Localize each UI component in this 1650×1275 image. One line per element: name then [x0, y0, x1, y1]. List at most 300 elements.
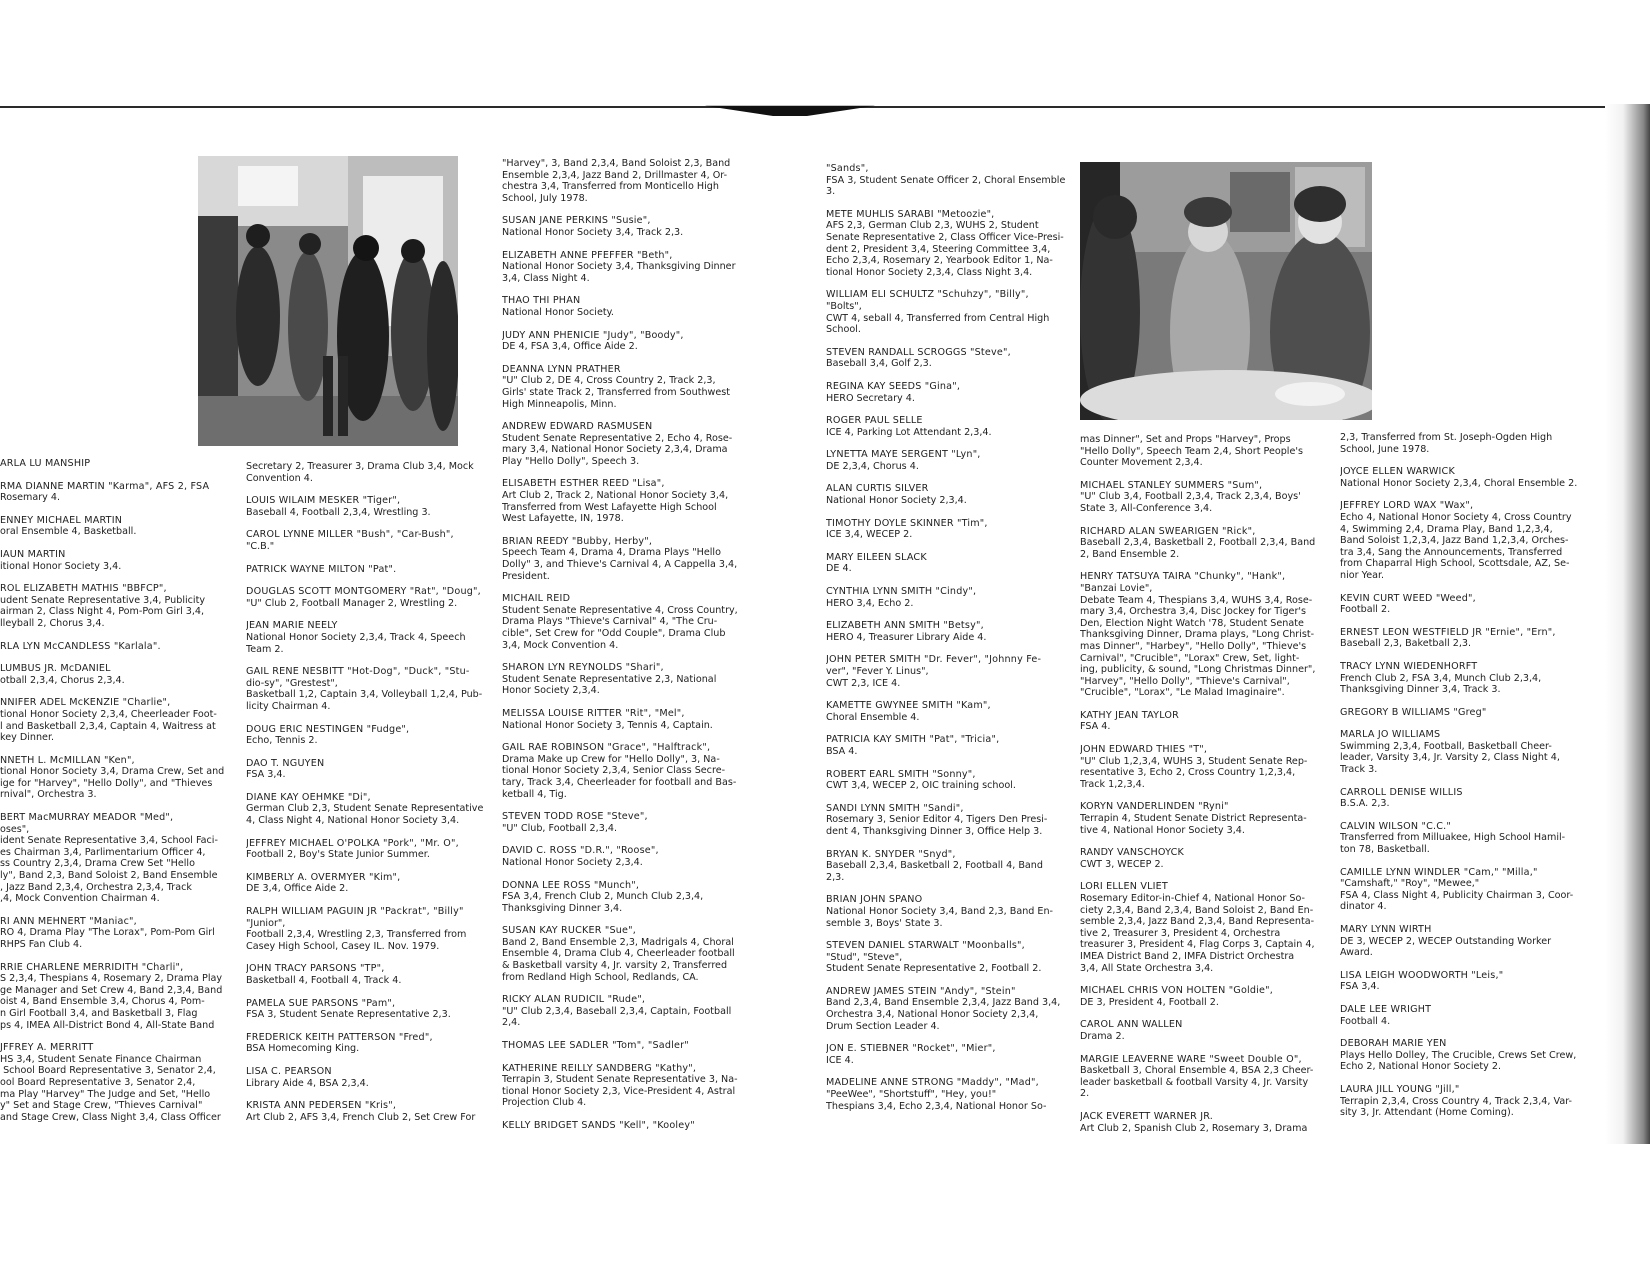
senior-entry	[246, 998, 486, 1021]
senior-name: GAIL RAE ROBINSON "Grace", "Halftrack",	[502, 742, 711, 754]
senior-activities: FSA 3,4.	[1340, 981, 1380, 993]
senior-name: DIANE KAY OEHMKE "Di",	[246, 791, 371, 803]
senior-name: SHARON LYN REYNOLDS "Shari",	[502, 662, 664, 674]
senior-entry	[1080, 526, 1325, 561]
senior-activities: National Honor Society 3,4, Track 2,3.	[502, 226, 684, 238]
senior-name: JEFFREY MICHAEL O'POLKA "Pork", "Mr. O",	[246, 837, 459, 849]
senior-name: KAMETTE GWYNEE SMITH "Kam",	[826, 700, 991, 712]
senior-entry	[1340, 821, 1602, 856]
senior-activities: CWT 3, WECEP 2.	[1080, 858, 1164, 870]
senior-name: MICHAEL CHRIS VON HOLTEN "Goldie",	[1080, 985, 1273, 997]
senior-activities: Art Club 2, Track 2, National Honor Society 3,4, Transferred from West Lafayette High School West Lafayette, IN, 1978.	[502, 490, 729, 525]
senior-activities: Baseball 2,3,4, Basketball 2, Football 4, Band 2,3.	[826, 860, 1043, 883]
senior-name: DEBORAH MARIE YEN	[1340, 1038, 1447, 1050]
senior-name: GREGORY B WILLIAMS "Greg"	[1340, 706, 1487, 718]
senior-name: LUMBUS JR. McDANIEL	[0, 663, 111, 675]
senior-name: SUSAN KAY RUCKER "Sue",	[502, 925, 637, 937]
senior-entry	[0, 641, 230, 653]
senior-entry	[0, 697, 230, 743]
senior-name: CAMILLE LYNN WINDLER "Cam," "Milla,"	[1340, 866, 1538, 878]
senior-name: LOUIS WILAIM MESKER "Tiger",	[246, 495, 401, 507]
senior-activities: "Banzai Lovie", Debate Team 4, Thespians 3,4, WUHS 3,4, Rose- mary 3,4, Orchestra 3,4, Disc Jockey for Tiger's Den, Election Night Watch '78, Student Senate Thanksgiving Dinner, Drama plays, "Long Christ- mas Dinner", "Harbey", "Hello Dolly", "Thieve's Carnival", "Crucible", "Lorax" Crew, Set, light- ing, publicity, & sound, "Long Christmas Dinner", "Harvey", "Hello Dolly", "Thieve's Carnival", "Crucible", "Lorax", "Le Malad Imaginaire".	[1080, 582, 1316, 699]
senior-activities: ver", "Fever Y. Linus", CWT 2,3, ICE 4.	[826, 666, 929, 689]
senior-entry	[826, 940, 1066, 975]
senior-name: LORI ELLEN VLIET	[1080, 881, 1168, 893]
senior-activities: "U" Club 2, DE 4, Cross Country 2, Track 2,3, Girls' state Track 2, Transferred from Southwest High Minneapolis, Minn.	[502, 375, 731, 410]
senior-entry	[502, 994, 747, 1029]
senior-entry	[826, 518, 1066, 541]
senior-entry	[502, 593, 747, 651]
senior-name: JACK EVERETT WARNER JR.	[1080, 1110, 1214, 1122]
senior-name: JOHN EDWARD THIES "T",	[1080, 744, 1208, 756]
senior-activities: Echo, Tennis 2.	[246, 735, 318, 747]
senior-activities: Drama 2.	[1080, 1030, 1125, 1042]
senior-name: DALE LEE WRIGHT	[1340, 1003, 1432, 1015]
senior-entry	[502, 536, 747, 582]
senior-entry	[246, 792, 486, 827]
senior-name: MELISSA LOUISE RITTER "Rit", "Mel",	[502, 707, 685, 719]
senior-name: RMA DIANNE MARTIN "Karma", AFS 2, FSA	[0, 480, 210, 492]
senior-name: BRIAN REEDY "Bubby, Herby",	[502, 535, 653, 547]
senior-activities: DE 4, FSA 3,4, Office Aide 2.	[502, 341, 638, 353]
senior-activities: tional Honor Society 3,4, Drama Crew, Set and ige for "Harvey", "Hello Dolly", and "Thieves rnival", Orchestra 3.	[0, 766, 225, 801]
senior-entry	[0, 458, 230, 470]
spine-wedge	[705, 104, 875, 116]
senior-activities: tional Honor Society 2,3,4, Cheerleader Foot- l and Basketball 2,3,4, Captain 4, Waitress at key Dinner.	[0, 708, 217, 744]
senior-entry	[826, 209, 1066, 279]
senior-name: MICHAEL STANLEY SUMMERS "Sum",	[1080, 479, 1263, 491]
senior-entry	[0, 1042, 230, 1123]
senior-activities: Football 4.	[1340, 1015, 1391, 1027]
senior-activities: Speech Team 4, Drama 4, Drama Plays "Hello Dolly" 3, and Thieve's Carnival 4, A Cappella 3,4, President.	[502, 547, 738, 582]
senior-activities: FSA 3, Student Senate Officer 2, Choral Ensemble 3.	[826, 174, 1066, 198]
senior-entry	[826, 449, 1066, 472]
senior-entry	[1080, 1111, 1325, 1134]
senior-activities: Student Senate Representative 2, Echo 4, Rose- mary 3,4, National Honor Society 2,3,4, Drama Play "Hello Dolly", Speech 3.	[502, 432, 733, 467]
senior-name: PATRICK WAYNE MILTON "Pat".	[246, 563, 397, 575]
senior-activities: Choral Ensemble 4.	[826, 711, 920, 723]
senior-activities: S 2,3,4, Thespians 4, Rosemary 2, Drama Play ge Manager and Set Crew 4, Band 2,3,4, Band oist 4, Band Ensemble 3,4, Chorus 4, Pom- n Girl Football 3,4, and Basketball 3, Flag ps 4, IMEA All-District Bond 4, All-State Band	[0, 973, 223, 1031]
senior-entry	[826, 803, 1066, 838]
senior-activities: FSA 3, Student Senate Representative 2,3.	[246, 1009, 451, 1021]
senior-name: IAUN MARTIN	[0, 548, 66, 560]
senior-entry	[1340, 729, 1602, 775]
column-2	[246, 461, 486, 1171]
senior-name: ANDREW EDWARD RASMUSEN	[502, 421, 653, 433]
senior-activities: Student Senate Representative 2,3, National Honor Society 2,3,4.	[502, 673, 717, 697]
senior-entry	[0, 755, 230, 801]
senior-activities: Terrapin 3, Student Senate Representative 3, Na- tional Honor Society 2,3, Vice-President 4, Astral Projection Club 4.	[502, 1074, 738, 1109]
senior-name: CYNTHIA LYNN SMITH "Cindy",	[826, 586, 977, 598]
senior-name: NNETH L. McMILLAN "Ken",	[0, 754, 135, 766]
senior-name: MADELINE ANNE STRONG "Maddy", "Mad",	[826, 1077, 1039, 1089]
senior-entry	[246, 906, 486, 952]
senior-activities: Rosemary Editor-in-Chief 4, National Honor So- ciety 2,3,4, Band 2,3,4, Band Soloist 2, Band En- semble 2,3,4, Jazz Band 2,3,4, Band Representa- tive 2, Treasurer 3, President 4, Orchestra treasurer 3, President 4, Flag Corps 3, Captain 4, IMEA District Band 2, IMFA District Orchestra 3,4, All State Orchestra 3,4.	[1080, 893, 1315, 974]
senior-name: CAROL LYNNE MILLER "Bush", "Car-Bush",	[246, 529, 454, 541]
senior-activities: Student Senate Representative 4, Cross Country, Drama Plays "Thieve's Carnival" 4, "The Cru- cible", Set Crew for "Odd Couple", Drama Club 3,4, Mock Convention 4.	[502, 604, 738, 651]
senior-name: JUDY ANN PHENICIE "Judy", "Boody",	[502, 329, 684, 341]
senior-name: GAIL RENE NESBITT "Hot-Dog", "Duck", "Stu-	[246, 666, 470, 678]
column-4	[826, 163, 1066, 1173]
senior-entry	[826, 986, 1066, 1032]
senior-activities: Drama Make up Crew for "Hello Dolly", 3, Na- tional Honor Society 2,3,4, Senior Class Secre- tary, Track 3,4, Cheerleader for football and Bas- ketball 4, Tig.	[502, 753, 737, 800]
column-6	[1340, 432, 1602, 1172]
senior-activities: "C.B."	[246, 540, 275, 552]
senior-entry	[826, 289, 1066, 335]
senior-name: ROBERT EARL SMITH "Sonny",	[826, 768, 976, 780]
senior-name: BRIAN JOHN SPANO	[826, 894, 923, 906]
senior-activities: dio-sy", "Grestest", Basketball 1,2, Captain 3,4, Volleyball 1,2,4, Pub- licity Chairman 4.	[246, 677, 483, 712]
senior-activities: Terrapin 2,3,4, Cross Country 4, Track 2,3,4, Var- sity 3, Jr. Attendant (Home Coming).	[1340, 1095, 1572, 1119]
senior-activities: DE 3, President 4, Football 2.	[1080, 996, 1219, 1008]
senior-entry	[1080, 985, 1325, 1008]
senior-activities: itional Honor Society 3,4.	[0, 560, 122, 572]
senior-activities: French Club 2, FSA 3,4, Munch Club 2,3,4, Thanksgiving Dinner 3,4, Track 3.	[1340, 672, 1542, 696]
senior-name: MARY LYNN WIRTH	[1340, 924, 1432, 935]
senior-entry	[826, 894, 1066, 929]
senior-entry	[1340, 432, 1602, 455]
senior-entry	[246, 838, 486, 861]
senior-entry	[826, 415, 1066, 438]
senior-name: WILLIAM ELI SCHULTZ "Schuhzy", "Billy",	[826, 289, 1029, 301]
senior-name: RRIE CHARLENE MERRIDITH "Charli",	[0, 961, 184, 973]
senior-activities: Baseball 4, Football 2,3,4, Wrestling 3.	[246, 506, 431, 518]
senior-entry	[1340, 593, 1602, 616]
senior-activities: National Honor Society 3,4, Thanksgiving Dinner 3,4, Class Night 4.	[502, 261, 736, 284]
senior-activities: Band 2, Band Ensemble 2,3, Madrigals 4, Choral Ensemble 4, Drama Club 4, Cheerleader football & Basketball varsity 4, Jr. varsity 2, Transferred from Redland High School, Redlands, CA.	[502, 936, 735, 983]
senior-entry	[1080, 1019, 1325, 1042]
senior-entry	[502, 215, 747, 238]
senior-activities: "U" Club 2,3,4, Baseball 2,3,4, Captain, Football 2,4.	[502, 1005, 732, 1029]
senior-entry	[502, 845, 747, 868]
senior-name: LYNETTA MAYE SERGENT "Lyn",	[826, 449, 981, 461]
senior-entry	[826, 734, 1066, 757]
senior-activities: German Club 2,3, Student Senate Representative 4, Class Night 4, National Honor Society 3,4.	[246, 803, 484, 827]
senior-activities: National Honor Society.	[502, 306, 614, 318]
senior-activities: "Junior", Football 2,3,4, Wrestling 2,3, Transferred from Casey High School, Casey IL. Nov. 1979.	[246, 917, 467, 952]
senior-name: HENRY TATSUYA TAIRA "Chunky", "Hank",	[1080, 571, 1286, 583]
senior-activities: "U" Club 3,4, Football 2,3,4, Track 2,3,4, Boys' State 3, All-Conference 3,4.	[1080, 491, 1301, 514]
senior-activities: Swimming 2,3,4, Football, Basketball Cheer- leader, Varsity 3,4, Jr. Varsity 2, Class Night 4, Track 3.	[1340, 740, 1560, 776]
senior-name: KIMBERLY A. OVERMYER "Kim",	[246, 871, 401, 883]
senior-activities: ICE 4, Parking Lot Attendant 2,3,4.	[826, 426, 992, 438]
senior-activities: otball 2,3,4, Chorus 2,3,4.	[0, 674, 125, 686]
senior-name: DOUG ERIC NESTINGEN "Fudge",	[246, 723, 410, 735]
senior-activities: FSA 3,4, French Club 2, Munch Club 2,3,4, Thanksgiving Dinner 3,4.	[502, 891, 704, 914]
senior-entry	[502, 478, 747, 524]
senior-name: KRISTA ANN PEDERSEN "Kris",	[246, 1100, 397, 1112]
senior-activities: National Honor Society 2,3,4.	[826, 495, 967, 507]
senior-entry	[246, 495, 486, 518]
senior-name: BERT MacMURRAY MEADOR "Med",	[0, 812, 174, 824]
senior-name: THOMAS LEE SADLER "Tom", "Sadler"	[502, 1040, 689, 1052]
senior-activities: "PeeWee", "Shortstuff", "Hey, you!" Thespians 3,4, Echo 2,3,4, National Honor So-	[826, 1089, 1047, 1112]
senior-name: MARY EILEEN SLACK	[826, 551, 927, 563]
senior-entry	[0, 812, 230, 905]
senior-activities: AFS 2,3, German Club 2,3, WUHS 2, Student Senate Representative 2, Class Officer Vice-Presi- dent 2, President 3,4, Steering Committee 3,4, Echo 2,3,4, Rosemary 2, Yearbook Editor 1, Na- tional Honor Society 2,3,4, Class Night 3,4.	[826, 220, 1064, 278]
senior-name: ANDREW JAMES STEIN "Andy", "Stein"	[826, 985, 1016, 997]
senior-activities: CWT 3,4, WECEP 2, OIC training school.	[826, 780, 1016, 792]
senior-name: ARLA LU MANSHIP	[0, 458, 91, 469]
senior-entry	[502, 811, 747, 834]
senior-entry	[1340, 867, 1602, 913]
senior-entry	[502, 1040, 747, 1052]
senior-entry	[826, 700, 1066, 723]
column-5	[1080, 434, 1325, 1174]
senior-name: PAMELA SUE PARSONS "Pam",	[246, 997, 396, 1009]
senior-activities: HS 3,4, Student Senate Finance Chairman School Board Representative 3, Senator 2,4, ool Board Representative 3, Senator 2,4, ma Play "Harvey" The Judge and Set, "Hello y" Set and Stage Crew, "Thieves Carnival" and Stage Crew, Class Night 3,4, Class Officer	[0, 1053, 221, 1123]
senior-name: JOHN PETER SMITH "Dr. Fever", "Johnny Fe-	[826, 654, 1042, 666]
senior-name: MICHAIL REID	[502, 593, 571, 605]
senior-entry	[0, 663, 230, 686]
senior-entry	[246, 1100, 486, 1123]
senior-entry	[246, 724, 486, 747]
senior-activities: DE 3, WECEP 2, WECEP Outstanding Worker Award.	[1340, 935, 1552, 959]
senior-entry	[1340, 707, 1602, 719]
senior-entry	[826, 552, 1066, 575]
senior-entry	[1340, 787, 1602, 810]
senior-entry	[826, 347, 1066, 370]
senior-name: SANDI LYNN SMITH "Sandi",	[826, 802, 964, 814]
senior-name: LISA LEIGH WOODWORTH "Leis,"	[1340, 969, 1504, 981]
senior-name: DAVID C. ROSS "D.R.", "Roose",	[502, 845, 659, 857]
senior-entry	[826, 1043, 1066, 1066]
senior-name: KATHERINE REILLY SANDBERG "Kathy",	[502, 1062, 697, 1074]
senior-entry	[1080, 434, 1325, 469]
senior-entry	[1080, 801, 1325, 836]
senior-entry	[1340, 1004, 1602, 1027]
senior-name: TIMOTHY DOYLE SKINNER "Tim",	[826, 517, 988, 529]
senior-activities: "Stud", "Steve", Student Senate Representative 2, Football 2.	[826, 951, 1042, 975]
senior-name: STEVEN TODD ROSE "Steve",	[502, 811, 648, 823]
senior-activities: Baseball 2,3, Baketball 2,3.	[1340, 638, 1472, 650]
senior-name: JOYCE ELLEN WARWICK	[1340, 466, 1455, 478]
senior-activities: Football 2, Boy's State Junior Summer.	[246, 849, 430, 861]
senior-activities: Transferred from Milluakee, High School Hamil- ton 78, Basketball.	[1340, 832, 1566, 856]
senior-entry	[826, 654, 1066, 689]
senior-activities: Baseball 2,3,4, Basketball 2, Football 2,3,4, Band 2, Band Ensemble 2.	[1080, 537, 1316, 560]
senior-name: CAROL ANN WALLEN	[1080, 1019, 1183, 1031]
senior-name: DOUGLAS SCOTT MONTGOMERY "Rat", "Doug",	[246, 586, 481, 598]
senior-entry	[1340, 1038, 1602, 1073]
senior-name: JEAN MARIE NEELY	[246, 620, 338, 632]
senior-activities: B.S.A. 2,3.	[1340, 798, 1390, 810]
senior-name: JFFREY A. MERRITT	[0, 1042, 94, 1054]
senior-activities: Art Club 2, AFS 3,4, French Club 2, Set Crew For	[246, 1111, 476, 1123]
senior-entry	[246, 564, 486, 576]
senior-activities: "Bolts", CWT 4, seball 4, Transferred from Central High School.	[826, 300, 1050, 336]
senior-activities: National Honor Society 3, Tennis 4, Captain.	[502, 719, 713, 731]
senior-activities: Rosemary 4.	[0, 492, 61, 504]
senior-activities: udent Senate Representative 3,4, Publicity airman 2, Class Night 4, Pom-Pom Girl 3,4, lleyball 2, Chorus 3,4.	[0, 594, 206, 629]
senior-activities: Echo 4, National Honor Society 4, Cross Country 4, Swimming 2,4, Drama Play, Band 1,2,3,4, Band Soloist 1,2,3,4, Jazz Band 1,2,3,4, Orches- tra 3,4, Sang the Announcements, Transferred from Chaparral High School, Scottsdale, AZ, Se- nior Year.	[1340, 511, 1572, 581]
senior-name: STEVEN RANDALL SCROGGS "Steve",	[826, 346, 1011, 358]
senior-entry	[0, 481, 230, 504]
senior-entry	[826, 586, 1066, 609]
senior-name: ALAN CURTIS SILVER	[826, 483, 929, 495]
senior-entry	[1340, 466, 1602, 489]
senior-activities: FSA 3,4.	[246, 769, 286, 781]
senior-entry	[246, 461, 486, 484]
senior-activities: ICE 3,4, WECEP 2.	[826, 529, 913, 541]
senior-entry	[246, 758, 486, 781]
senior-name: METE MUHLIS SARABI "Metoozie",	[826, 208, 995, 220]
senior-entry	[1080, 571, 1325, 699]
senior-name: DONNA LEE ROSS "Munch",	[502, 879, 640, 891]
hallway-photo	[198, 156, 458, 446]
senior-name: REGINA KAY SEEDS "Gina",	[826, 380, 961, 392]
senior-name: RI ANN MEHNERT "Maniac",	[0, 915, 137, 927]
senior-name: ROL ELIZABETH MATHIS "BBFCP",	[0, 583, 167, 595]
senior-entry	[502, 662, 747, 697]
senior-activities: DE 3,4, Office Aide 2.	[246, 883, 349, 895]
senior-activities: DE 2,3,4, Chorus 4.	[826, 460, 919, 472]
senior-entry	[1340, 1084, 1602, 1119]
senior-name: RICHARD ALAN SWEARIGEN "Rick",	[1080, 525, 1256, 537]
senior-activities: oses", ident Senate Representative 3,4, School Faci- es Chairman 3,4, Parlimentarium Officer 4, ss Country 2,3,4, Drama Crew Set "Hello ly", Band 2,3, Band Soloist 2, Band Ensemble , Jazz Band 2,3,4, Orchestra 2,3,4, Track ,4, Mock Convention Chairman 4.	[0, 823, 218, 905]
senior-entry	[826, 483, 1066, 506]
senior-entry	[502, 880, 747, 915]
senior-activities: "Harvey", 3, Band 2,3,4, Band Soloist 2,3, Band Ensemble 2,3,4, Jazz Band 2, Drillmaster 4, Or- chestra 3,4, Transferred from Monticello High School, July 1978.	[502, 158, 731, 204]
senior-name: NNIFER ADEL McKENZIE "Charlie",	[0, 697, 171, 709]
senior-activities: Football 2.	[1340, 604, 1391, 616]
senior-entry	[1340, 627, 1602, 650]
senior-name: RALPH WILLIAM PAGUIN JR "Packrat", "Billy"	[246, 906, 464, 918]
senior-entry	[246, 586, 486, 609]
senior-activities: Secretary 2, Treasurer 3, Drama Club 3,4, Mock Convention 4.	[246, 461, 474, 484]
senior-activities: HERO 4, Treasurer Library Aide 4.	[826, 631, 987, 643]
senior-activities: ICE 4.	[826, 1054, 854, 1066]
senior-name: BRYAN K. SNYDER "Snyd",	[826, 848, 956, 860]
senior-activities: HERO 3,4, Echo 2.	[826, 597, 914, 609]
senior-name: ELIZABETH ANN SMITH "Betsy",	[826, 620, 984, 632]
senior-entry	[246, 1066, 486, 1089]
senior-entry	[502, 364, 747, 410]
senior-name: KORYN VANDERLINDEN "Ryni"	[1080, 801, 1229, 813]
senior-name: RICKY ALAN RUDICIL "Rude",	[502, 994, 646, 1006]
senior-entry	[1340, 970, 1602, 993]
senior-entry	[0, 962, 230, 1032]
senior-entry	[1080, 881, 1325, 974]
senior-entry	[826, 849, 1066, 884]
senior-name: STEVEN DANIEL STARWALT "Moonballs",	[826, 940, 1025, 952]
senior-entry	[246, 872, 486, 895]
senior-entry	[1340, 924, 1602, 959]
senior-name: MARLA JO WILLIAMS	[1340, 729, 1441, 741]
senior-activities: mas Dinner", Set and Props "Harvey", Props "Hello Dolly", Speech Team 2,4, Short People's Counter Movement 2,3,4.	[1080, 434, 1304, 469]
senior-entry	[502, 330, 747, 353]
senior-activities: 2,3, Transferred from St. Joseph-Ogden High School, June 1978.	[1340, 432, 1553, 455]
senior-name: KATHY JEAN TAYLOR	[1080, 709, 1180, 721]
senior-entry	[502, 250, 747, 285]
senior-activities: Plays Hello Dolley, The Crucible, Crews Set Crew, Echo 2, National Honor Society 2.	[1340, 1049, 1577, 1073]
senior-activities: DE 4.	[826, 563, 852, 575]
senior-name: MARGIE LEAVERNE WARE "Sweet Double O",	[1080, 1053, 1302, 1065]
senior-name: ERNEST LEON WESTFIELD JR "Ernie", "Ern",	[1340, 626, 1556, 638]
senior-entry	[246, 529, 486, 552]
senior-activities: National Honor Society 2,3,4, Track 4, Speech Team 2.	[246, 631, 466, 655]
senior-name: CARROLL DENISE WILLIS	[1340, 786, 1463, 798]
senior-entry	[1080, 744, 1325, 790]
senior-entry	[826, 1077, 1066, 1112]
senior-entry	[0, 583, 230, 629]
senior-entry	[502, 742, 747, 800]
senior-activities: Band 2,3,4, Band Ensemble 2,3,4, Jazz Band 3,4, Orchestra 3,4, National Honor Society 2,3,4, Drum Section Leader 4.	[826, 997, 1061, 1032]
senior-activities: Baseball 3,4, Golf 2,3.	[826, 358, 932, 370]
senior-name: FREDERICK KEITH PATTERSON "Fred",	[246, 1031, 433, 1043]
senior-name: "Sands",	[826, 163, 869, 174]
senior-entry	[1340, 661, 1602, 696]
senior-name: RANDY VANSCHOYCK	[1080, 847, 1185, 859]
senior-entry	[1080, 480, 1325, 515]
senior-name: JON E. STIEBNER "Rocket", "Mier",	[826, 1043, 996, 1055]
senior-entry	[502, 158, 747, 204]
senior-entry	[826, 620, 1066, 643]
senior-entry	[826, 769, 1066, 792]
senior-entry	[502, 295, 747, 318]
senior-name: DAO T. NGUYEN	[246, 757, 325, 769]
page-edge-shadow	[1605, 104, 1650, 1144]
senior-name: ELISABETH ESTHER REED "Lisa",	[502, 478, 665, 490]
senior-name: PATRICIA KAY SMITH "Pat", "Tricia",	[826, 734, 1000, 746]
senior-activities: BSA Homecoming King.	[246, 1043, 360, 1055]
students-photo	[1080, 162, 1372, 420]
senior-name: LAURA JILL YOUNG "Jill,"	[1340, 1083, 1460, 1095]
senior-entry	[0, 916, 230, 951]
senior-entry	[1080, 1054, 1325, 1100]
column-1	[0, 458, 230, 1168]
senior-name: ENNEY MICHAEL MARTIN	[0, 514, 123, 526]
senior-entry	[502, 1063, 747, 1109]
senior-name: JEFFREY LORD WAX "Wax",	[1340, 500, 1474, 512]
senior-activities: BSA 4.	[826, 745, 858, 757]
column-3	[502, 158, 747, 1168]
senior-name: KEVIN CURT WEED "Weed",	[1340, 592, 1476, 604]
senior-activities: RO 4, Drama Play "The Lorax", Pom-Pom Girl RHPS Fan Club 4.	[0, 927, 215, 950]
senior-entry	[246, 620, 486, 655]
senior-entry	[502, 421, 747, 467]
senior-name: KELLY BRIDGET SANDS "Kell", "Kooley"	[502, 1120, 695, 1131]
senior-entry	[0, 515, 230, 538]
senior-entry	[502, 1120, 747, 1132]
senior-activities: HERO Secretary 4.	[826, 392, 915, 404]
senior-activities: "U" Club 2, Football Manager 2, Wrestling 2.	[246, 597, 458, 609]
senior-activities: Rosemary 3, Senior Editor 4, Tigers Den Presi- dent 4, Thanksgiving Dinner 3, Office Help 3.	[826, 814, 1048, 837]
senior-entry	[502, 925, 747, 983]
senior-entry	[1080, 710, 1325, 733]
senior-entry	[1080, 847, 1325, 870]
senior-activities: National Honor Society 2,3,4.	[502, 856, 643, 868]
senior-activities: National Honor Society 3,4, Band 2,3, Band En- semble 3, Boys' State 3.	[826, 905, 1054, 929]
senior-activities: Terrapin 4, Student Senate District Representa- tive 4, National Honor Society 3,4.	[1080, 813, 1307, 836]
senior-activities: Library Aide 4, BSA 2,3,4.	[246, 1077, 369, 1089]
senior-name: TRACY LYNN WIEDENHORFT	[1340, 660, 1478, 672]
senior-name: JOHN TRACY PARSONS "TP",	[246, 963, 385, 975]
senior-name: ELIZABETH ANNE PFEFFER "Beth",	[502, 249, 673, 261]
senior-entry	[502, 708, 747, 731]
senior-name: SUSAN JANE PERKINS "Susie",	[502, 215, 651, 227]
senior-activities: "U" Club 1,2,3,4, WUHS 3, Student Senate Rep- resentative 3, Echo 2, Cross Country 1,2,3,4, Track 1,2,3,4.	[1080, 755, 1308, 790]
senior-entry	[0, 549, 230, 572]
senior-name: ROGER PAUL SELLE	[826, 415, 923, 427]
senior-activities: "U" Club, Football 2,3,4.	[502, 822, 618, 834]
senior-entry	[826, 381, 1066, 404]
senior-entry	[1340, 500, 1602, 581]
senior-activities: Art Club 2, Spanish Club 2, Rosemary 3, Drama	[1080, 1122, 1308, 1134]
senior-activities: FSA 4.	[1080, 721, 1111, 733]
senior-entry	[246, 963, 486, 986]
senior-entry	[246, 666, 486, 712]
